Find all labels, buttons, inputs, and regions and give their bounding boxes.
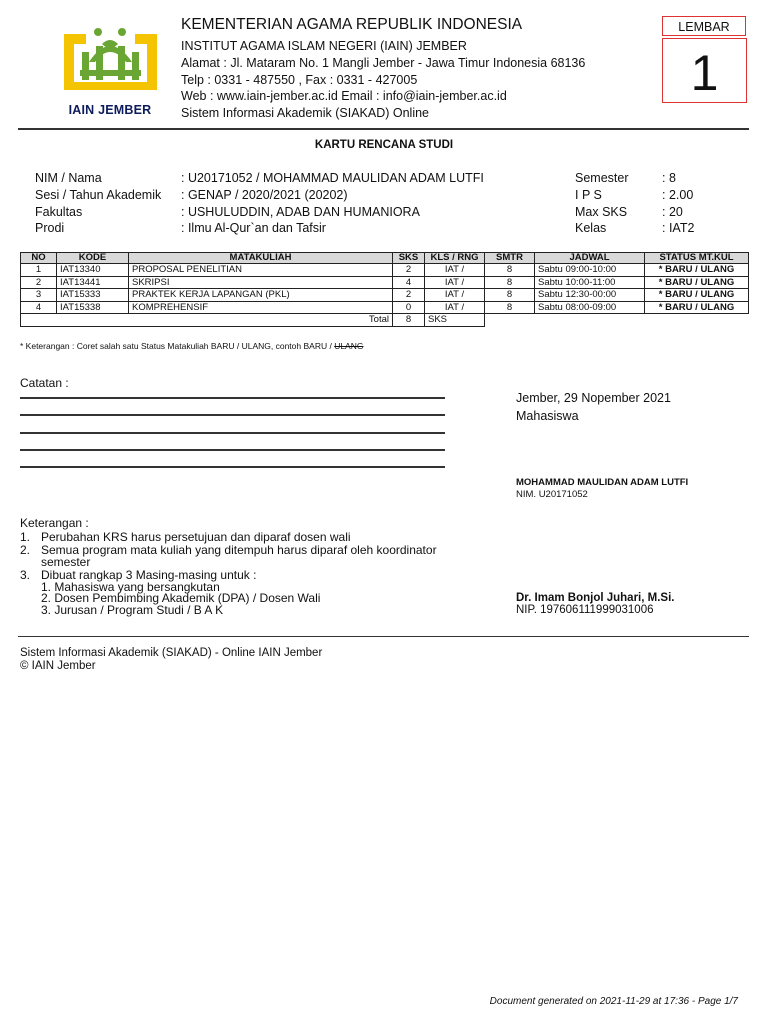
cell-kode: IAT15338	[57, 301, 129, 314]
system-name: Sistem Informasi Akademik (SIAKAD) Online	[181, 106, 429, 120]
logo-caption: IAIN JEMBER	[68, 103, 152, 117]
cell-sks: 4	[393, 276, 425, 289]
lembar-number: 1	[662, 38, 747, 103]
info-value-nim: : U20171052 / MOHAMMAD MAULIDAN ADAM LUTFI	[181, 171, 484, 185]
generated-timestamp: Document generated on 2021-11-29 at 17:36 - Page 1/7	[489, 996, 738, 1007]
lecturer-nip: NIP. 197606111999031006	[516, 604, 654, 616]
cell-status: * BARU / ULANG	[645, 289, 749, 302]
status-note-text: * Keterangan : Coret salah satu Status Matakuliah BARU / ULANG, contoh BARU /	[20, 341, 335, 351]
cell-matakuliah: SKRIPSI	[129, 276, 393, 289]
cell-smtr: 8	[485, 289, 535, 302]
cell-jadwal: Sabtu 09:00-10:00	[535, 264, 645, 277]
info-value-faculty: : USHULUDDIN, ADAB DAN HUMANIORA	[181, 205, 420, 219]
keterangan-num: 2.	[20, 543, 31, 557]
info-label-semester: Semester	[575, 171, 629, 185]
institution-phone: Telp : 0331 - 487550 , Fax : 0331 - 427005	[181, 73, 418, 87]
cell-kode: IAT13340	[57, 264, 129, 277]
cell-no: 3	[21, 289, 57, 302]
col-header-no: NO	[21, 253, 57, 264]
cell-smtr: 8	[485, 301, 535, 314]
cell-no: 1	[21, 264, 57, 277]
keterangan-num: 1.	[20, 530, 31, 544]
cell-status: * BARU / ULANG	[645, 301, 749, 314]
info-value-session: : GENAP / 2020/2021 (20202)	[181, 188, 348, 202]
total-sks: 8	[393, 314, 425, 327]
keterangan-title: Keterangan :	[20, 516, 89, 530]
col-header-smtr: SMTR	[485, 253, 535, 264]
table-row	[21, 264, 749, 277]
col-header-matakuliah: MATAKULIAH	[129, 253, 393, 264]
keterangan-sub-item: 2. Dosen Pembimbing Akademik (DPA) / Dosen Wali	[41, 591, 321, 605]
catatan-line	[20, 466, 445, 468]
cell-kode: IAT15333	[57, 289, 129, 302]
header-divider	[18, 128, 749, 130]
institution-address: Alamat : Jl. Mataram No. 1 Mangli Jember - Jawa Timur Indonesia 68136	[181, 56, 586, 70]
info-label-faculty: Fakultas	[35, 205, 83, 219]
info-value-ips: : 2.00	[662, 188, 694, 202]
status-note-struck: ULANG	[334, 341, 364, 351]
document-title: KARTU RENCANA STUDI	[314, 139, 454, 151]
course-table	[20, 252, 749, 327]
cell-jadwal: Sabtu 12:30-00:00	[535, 289, 645, 302]
footer-system: Sistem Informasi Akademik (SIAKAD) - Online IAIN Jember	[20, 647, 323, 659]
table-row	[21, 289, 749, 302]
info-label-nim: NIM / Nama	[35, 171, 102, 185]
cell-matakuliah: KOMPREHENSIF	[129, 301, 393, 314]
keterangan-item	[20, 556, 90, 568]
table-row	[21, 276, 749, 289]
signature-role: Mahasiswa	[516, 409, 579, 423]
cell-no: 4	[21, 301, 57, 314]
lembar-label: LEMBAR	[662, 16, 746, 36]
cell-kls: IAT /	[425, 276, 485, 289]
cell-matakuliah: PROPOSAL PENELITIAN	[129, 264, 393, 277]
cell-kls: IAT /	[425, 301, 485, 314]
catatan-line	[20, 449, 445, 451]
cell-no: 2	[21, 276, 57, 289]
footer-copyright: © IAIN Jember	[20, 660, 96, 672]
catatan-line	[20, 414, 445, 416]
cell-status: * BARU / ULANG	[645, 264, 749, 277]
cell-sks: 2	[393, 289, 425, 302]
table-row	[21, 301, 749, 314]
col-header-jadwal: JADWAL	[535, 253, 645, 264]
col-header-status: STATUS MT.KUL	[645, 253, 749, 264]
info-label-session: Sesi / Tahun Akademik	[35, 188, 162, 202]
cell-kls: IAT /	[425, 264, 485, 277]
keterangan-sub-item: 1. Mahasiswa yang bersangkutan	[41, 580, 220, 594]
keterangan-num: 3.	[20, 568, 31, 582]
status-note	[20, 341, 363, 351]
info-value-semester: : 8	[662, 171, 676, 185]
table-total-row	[21, 314, 749, 327]
place-date: Jember, 29 Nopember 2021	[516, 391, 671, 405]
keterangan-item	[20, 531, 351, 543]
table-header-row	[21, 253, 749, 264]
cell-sks: 2	[393, 264, 425, 277]
catatan-line	[20, 432, 445, 434]
info-label-ips: I P S	[575, 188, 602, 202]
lecturer-name: Dr. Imam Bonjol Juhari, M.Si.	[516, 592, 675, 604]
keterangan-text: Perubahan KRS harus persetujuan dan diparaf dosen wali	[41, 530, 351, 544]
cell-jadwal: Sabtu 08:00-09:00	[535, 301, 645, 314]
cell-smtr: 8	[485, 264, 535, 277]
catatan-line	[20, 397, 445, 399]
ministry-title: KEMENTERIAN AGAMA REPUBLIK INDONESIA	[181, 16, 523, 33]
total-label: Total	[21, 314, 393, 327]
institution-name: INSTITUT AGAMA ISLAM NEGERI (IAIN) JEMBER	[181, 39, 467, 53]
cell-sks: 0	[393, 301, 425, 314]
keterangan-sub-item: 3. Jurusan / Program Studi / B A K	[41, 603, 224, 617]
catatan-label: Catatan :	[20, 376, 69, 390]
col-header-sks: SKS	[393, 253, 425, 264]
cell-kode: IAT13441	[57, 276, 129, 289]
student-signature-name: MOHAMMAD MAULIDAN ADAM LUTFI	[516, 477, 689, 488]
info-label-max-sks: Max SKS	[575, 205, 628, 219]
cell-smtr: 8	[485, 276, 535, 289]
col-header-kls: KLS / RNG	[425, 253, 485, 264]
cell-status: * BARU / ULANG	[645, 276, 749, 289]
total-unit: SKS	[425, 314, 485, 327]
col-header-kode: KODE	[57, 253, 129, 264]
info-label-kelas: Kelas	[575, 221, 607, 235]
keterangan-text: semester	[41, 555, 91, 569]
info-value-prodi: : Ilmu Al-Qur`an dan Tafsir	[181, 221, 326, 235]
info-label-prodi: Prodi	[35, 221, 65, 235]
keterangan-text: Dibuat rangkap 3 Masing-masing untuk :	[41, 568, 257, 582]
keterangan-text: Semua program mata kuliah yang ditempuh harus diparaf oleh koordinator	[41, 543, 437, 557]
cell-jadwal: Sabtu 10:00-11:00	[535, 276, 645, 289]
footer-divider	[18, 636, 749, 637]
info-value-max-sks: : 20	[662, 205, 683, 219]
student-signature-nim: NIM. U20171052	[516, 489, 588, 500]
institution-web: Web : www.iain-jember.ac.id Email : info@iain-jember.ac.id	[181, 89, 507, 103]
info-value-kelas: : IAT2	[662, 221, 695, 235]
cell-kls: IAT /	[425, 289, 485, 302]
cell-matakuliah: PRAKTEK KERJA LAPANGAN (PKL)	[129, 289, 393, 302]
